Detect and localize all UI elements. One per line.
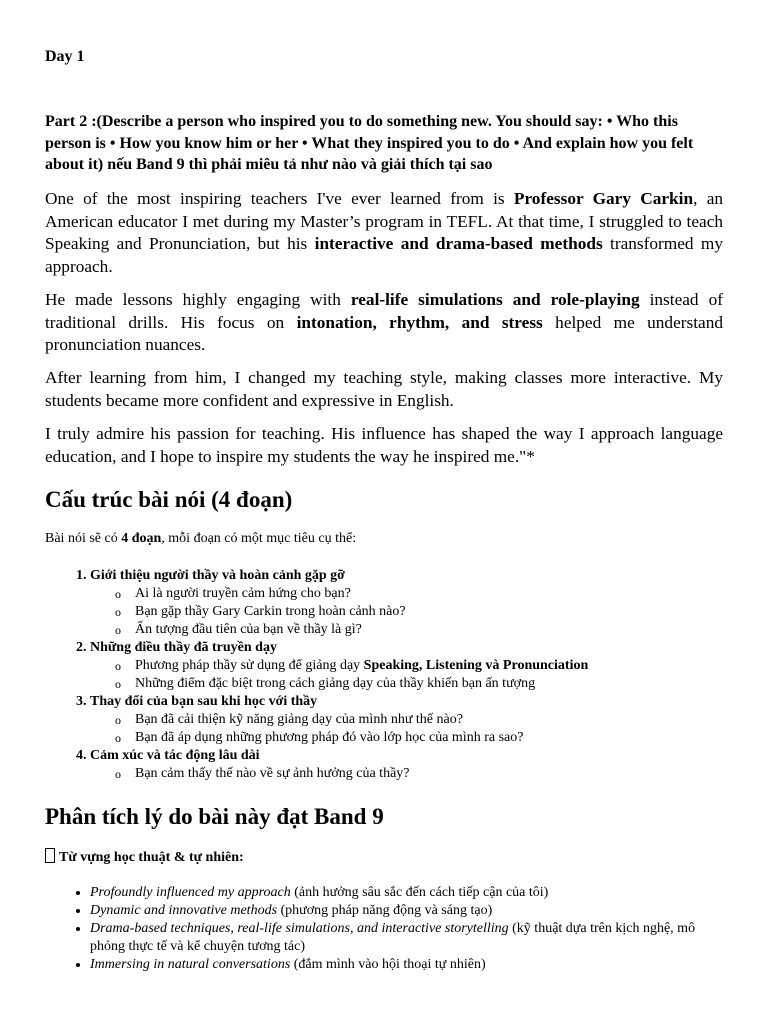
text-run: Phương pháp thầy sử dụng để giảng dạy — [135, 658, 364, 673]
vocab-heading-text: Từ vựng học thuật & tự nhiên: — [59, 850, 244, 865]
text-run: He made lessons highly engaging with — [45, 290, 351, 309]
vocab-heading — [45, 848, 244, 867]
outline-item — [135, 657, 588, 675]
analysis-heading: Phân tích lý do bài này đạt Band 9 — [45, 804, 384, 829]
outline-item: o Bạn đã cải thiện kỹ năng giảng dạy của mình như thế nào? — [135, 711, 588, 729]
answer-paragraph-2 — [45, 289, 723, 357]
answer-paragraph-4: I truly admire his passion for teaching. His influence has shaped the way I approach language education, and I hope to inspire my students the way he inspired me."* — [45, 424, 723, 466]
outline-item: o Ai là người truyền cảm hứng cho bạn? — [135, 585, 588, 603]
outline-item: o Bạn đã áp dụng những phương pháp đó vào lớp học của mình ra sao? — [135, 729, 588, 747]
vocab-term: Drama-based techniques, real-life simulations, and interactive storytelling — [90, 921, 509, 936]
vocab-meaning: (ảnh hưởng sâu sắc đến cách tiếp cận của tôi) — [290, 885, 549, 900]
outline-section — [90, 693, 588, 747]
bold-run: real-life simulations and role-playing — [350, 290, 640, 309]
bold-run: interactive and drama-based methods — [314, 234, 603, 253]
part2-question-heading: Part 2 :(Describe a person who inspired you to do something new. You should say: • Who this person is • How you know him or her • What they inspired you to do • And explain how you felt about it) nếu Band 9 thì phải miêu tả như nào và giải thích tại sao — [45, 113, 694, 173]
outline-section-title: Cảm xúc và tác động lâu dài — [90, 748, 260, 763]
outline-section — [90, 567, 588, 639]
text-run: , mỗi đoạn có một mục tiêu cụ thể: — [161, 531, 357, 546]
day-title: Day 1 — [45, 48, 85, 65]
vocab-item — [90, 884, 723, 902]
outline-sublist — [90, 765, 588, 783]
outline-item: o Những điểm đặc biệt trong cách giảng dạy của thầy khiến bạn ấn tượng — [135, 675, 588, 693]
bold-run: Speaking, Listening và Pronunciation — [363, 658, 589, 673]
outline-sublist — [90, 585, 588, 639]
outline-sublist — [90, 657, 588, 693]
bold-run: intonation, rhythm, and stress — [296, 312, 543, 332]
vocab-term: Dynamic and innovative methods — [90, 903, 278, 918]
answer-paragraph-1 — [45, 188, 723, 278]
text-run: Bài nói sẽ có — [45, 531, 122, 546]
vocab-term: Profoundly influenced my approach — [90, 885, 291, 900]
structure-outline — [45, 567, 588, 783]
text-run: helped me understand pronunciation nuances. — [45, 312, 723, 354]
outline-item: o Ấn tượng đầu tiên của bạn về thầy là gì? — [135, 621, 588, 639]
outline-section-title: Thay đổi của bạn sau khi học với thầy — [90, 694, 318, 709]
text-run: instead of traditional drills. His focus on — [45, 290, 723, 332]
outline-section — [90, 639, 588, 693]
outline-section-title: Giới thiệu người thầy và hoàn cảnh gặp gỡ — [90, 568, 345, 583]
outline-item: o Bạn cảm thấy thế nào về sự ảnh hưởng của thầy? — [135, 765, 588, 783]
outline-sublist — [90, 711, 588, 747]
vocab-item — [90, 902, 723, 920]
structure-intro — [45, 530, 356, 548]
outline-section — [90, 747, 588, 783]
vocab-meaning: (phương pháp năng động và sáng tạo) — [277, 903, 493, 918]
structure-heading: Cấu trúc bài nói (4 đoạn) — [45, 487, 293, 512]
vocab-meaning: (đắm mình vào hội thoại tự nhiên) — [290, 957, 486, 972]
missing-glyph-box-icon — [45, 848, 55, 863]
outline-section-title: Những điều thầy đã truyền dạy — [90, 640, 277, 655]
outline-item: o Bạn gặp thầy Gary Carkin trong hoàn cảnh nào? — [135, 603, 588, 621]
text-run: transformed my approach. — [45, 234, 724, 276]
vocab-meaning: (kỹ thuật dựa trên kịch nghệ, mô phỏng thực tế và kể chuyện tương tác) — [90, 921, 696, 954]
vocab-item — [90, 920, 723, 956]
vocab-item — [90, 956, 723, 974]
vocab-term: Immersing in natural conversations — [90, 957, 291, 972]
answer-paragraph-3: After learning from him, I changed my teaching style, making classes more interactive. My students became more confident and expressive in English. — [45, 368, 723, 410]
bold-run: 4 đoạn — [121, 531, 162, 546]
bold-run: Professor Gary Carkin — [513, 189, 694, 208]
text-run: , an American educator I met during my Master’s program in TEFL. At that time, I struggled to teach Speaking and Pronunciation, but his — [45, 189, 724, 253]
text-run: One of the most inspiring teachers I've ever learned from is — [45, 189, 514, 208]
vocab-list — [45, 884, 723, 974]
